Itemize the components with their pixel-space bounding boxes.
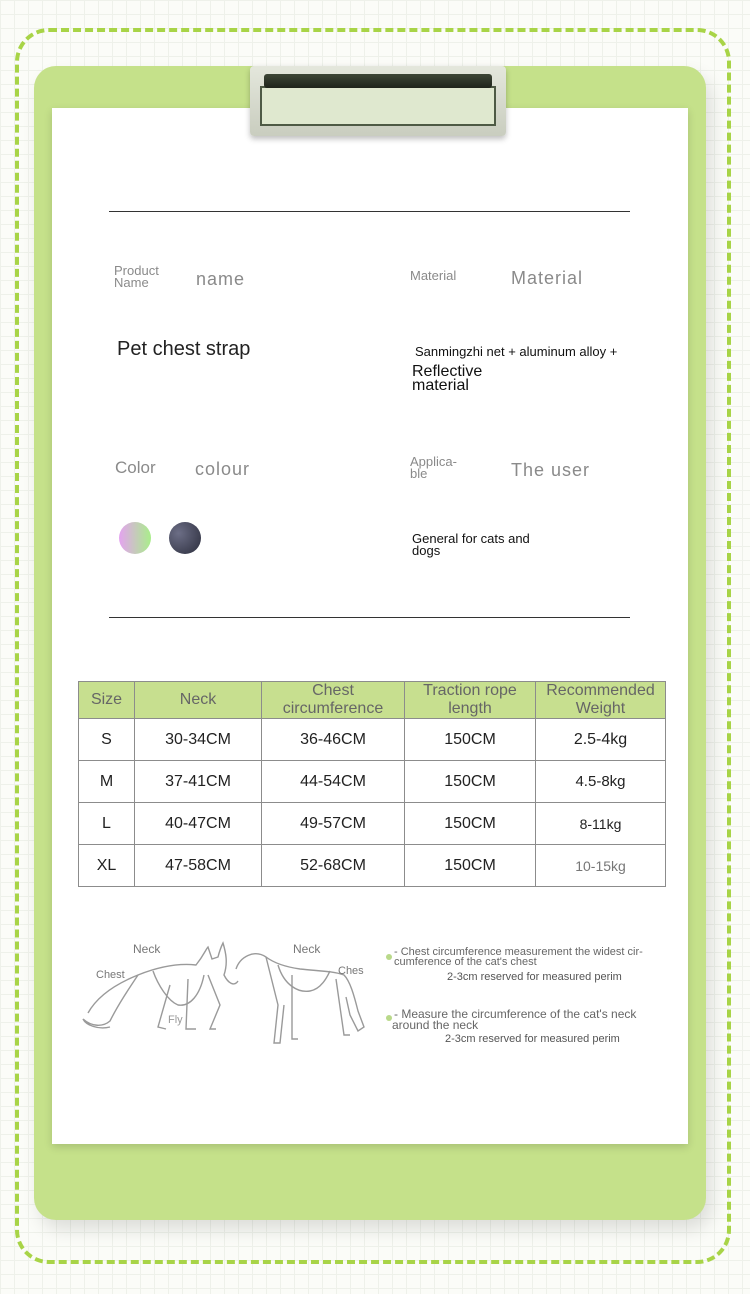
applicable-label: Applica- ble <box>410 454 457 481</box>
note1-line2: cumference of the cat's chest <box>394 956 537 968</box>
cell-size: M <box>79 761 135 803</box>
cell-chest: 36-46CM <box>262 719 405 761</box>
cell-traction: 150CM <box>405 761 536 803</box>
cell-traction: 150CM <box>405 845 536 887</box>
material-heading: Material <box>511 268 584 288</box>
cell-chest: 44-54CM <box>262 761 405 803</box>
header-chest: Chest circumference <box>262 682 405 719</box>
cell-neck: 40-47CM <box>135 803 262 845</box>
bottom-divider <box>109 617 630 618</box>
cat-chest-label: Chest <box>96 969 125 981</box>
cell-traction: 150CM <box>405 719 536 761</box>
table-row <box>79 761 666 803</box>
cell-size: XL <box>79 845 135 887</box>
dog-chest-label: Ches <box>338 965 364 977</box>
color-swatch-gradient <box>119 522 151 554</box>
cell-chest: 52-68CM <box>262 845 405 887</box>
cell-weight: 8-11kg <box>536 803 666 845</box>
cell-neck: 30-34CM <box>135 719 262 761</box>
cat-neck-label: Neck <box>133 942 161 956</box>
cell-traction: 150CM <box>405 803 536 845</box>
cell-size: S <box>79 719 135 761</box>
applicable-value: General for cats and dogs <box>412 531 530 558</box>
note1-line3: 2-3cm reserved for measured perim <box>447 971 622 983</box>
cell-neck: 37-41CM <box>135 761 262 803</box>
cell-weight: 10-15kg <box>536 845 666 887</box>
applicable-heading: The user <box>511 460 591 480</box>
cat-outline <box>83 943 238 1029</box>
cell-weight: 2.5-4kg <box>536 719 666 761</box>
material-value-line3: material <box>412 377 469 394</box>
product-name-value: Pet chest strap <box>117 338 251 360</box>
size-table-header <box>79 682 666 719</box>
note1-line1: - Chest circumference measurement the widest cir- <box>394 946 643 958</box>
material-value-line2: Reflective <box>412 363 483 380</box>
table-row <box>79 803 666 845</box>
note2-line3: 2-3cm reserved for measured perim <box>445 1033 620 1045</box>
cell-neck: 47-58CM <box>135 845 262 887</box>
top-divider <box>109 211 630 212</box>
header-neck: Neck <box>135 682 262 719</box>
material-value-line1: Sanmingzhi net + aluminum alloy + <box>415 344 618 359</box>
color-swatch-dark <box>169 522 201 554</box>
product-name-label: Product Name <box>114 263 159 290</box>
table-row <box>79 845 666 887</box>
table-row <box>79 719 666 761</box>
cat-fly-label: Fly <box>168 1014 183 1026</box>
material-label: Material <box>410 268 457 283</box>
note-bullet <box>386 954 392 960</box>
header-size: Size <box>79 682 135 719</box>
header-weight: Recommended Weight <box>536 682 666 719</box>
dog-neck-label: Neck <box>293 942 321 956</box>
note2-line1: - Measure the circumference of the cat's neck <box>394 1007 637 1021</box>
color-label: Color <box>115 458 156 477</box>
product-name-heading: name <box>196 269 246 289</box>
cell-weight: 4.5-8kg <box>536 761 666 803</box>
measurement-diagram <box>78 935 378 1050</box>
cell-size: L <box>79 803 135 845</box>
clipboard-clip <box>250 66 506 136</box>
cell-chest: 49-57CM <box>262 803 405 845</box>
color-heading: colour <box>195 459 251 479</box>
header-traction: Traction rope length <box>405 682 536 719</box>
size-table <box>78 681 666 887</box>
note2-line2: around the neck <box>392 1018 479 1032</box>
